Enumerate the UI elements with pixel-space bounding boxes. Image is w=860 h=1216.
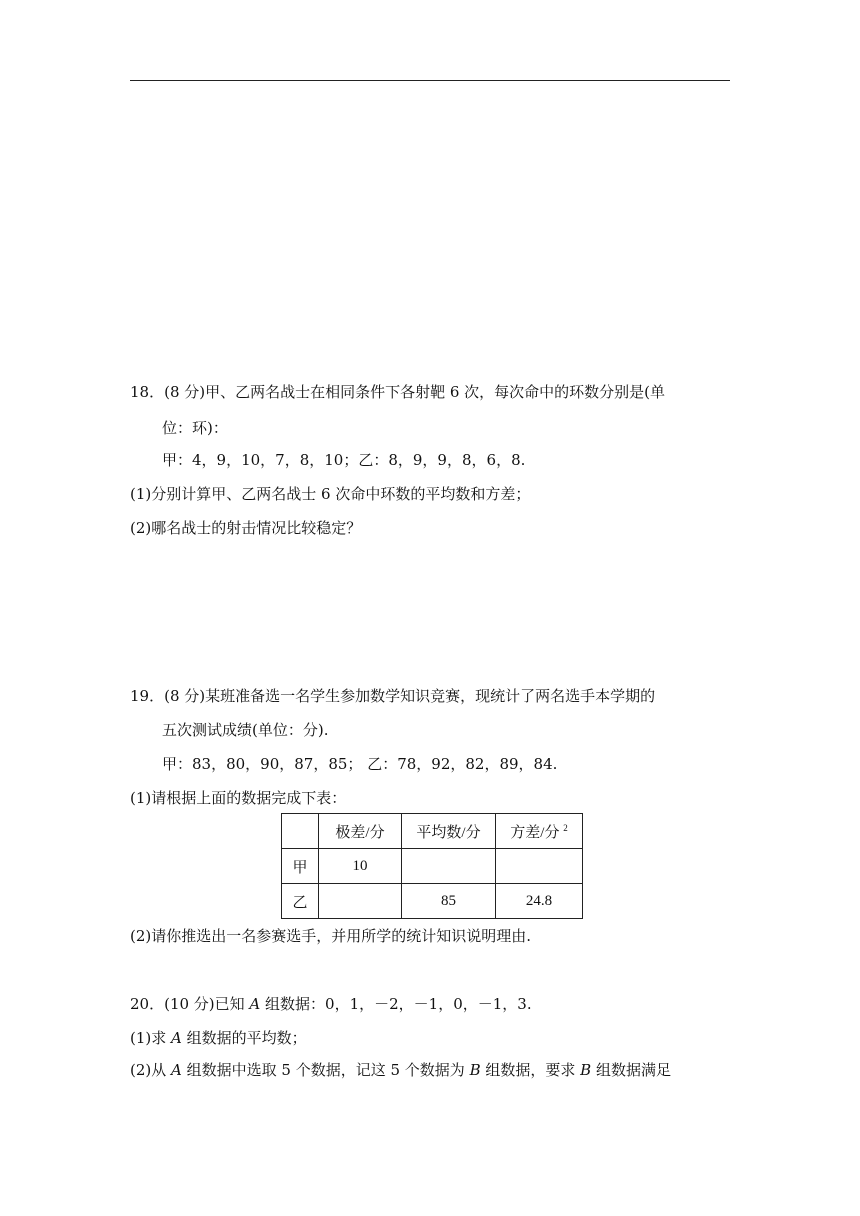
q19-data-line: 甲：83，80，90，87，85； 乙：78，92，82，89，84. — [162, 755, 558, 773]
q19-part1: (1)请根据上面的数据完成下表： — [130, 789, 347, 807]
table-header-cell-variance — [496, 814, 583, 849]
q20-part2-b: 组数据中选取 5 个数据，记这 5 个数据为 — [181, 1061, 470, 1079]
q19-stem-line1: 19．(8 分)某班准备选一名学生参加数学知识竞赛，现统计了两名选手本学期的 — [130, 687, 656, 705]
group-a-label: A — [249, 995, 261, 1013]
q20-stem — [130, 994, 532, 1014]
q18-stem-line1: 18．(8 分)甲、乙两名战士在相同条件下各射靶 6 次，每次命中的环数分别是(单 — [130, 383, 666, 401]
table-cell — [402, 849, 496, 884]
table-header-cell: 极差/分 — [319, 814, 402, 849]
group-b-label: B — [469, 1061, 481, 1079]
variance-header-label: 方差/分 — [510, 824, 560, 841]
table-cell: 10 — [319, 849, 402, 884]
table-cell: 甲 — [282, 849, 319, 884]
table-cell: 85 — [402, 884, 496, 919]
q20-part2-a: (2)从 — [130, 1061, 172, 1079]
group-b-label: B — [580, 1061, 592, 1079]
q19-part2: (2)请你推选出一名参赛选手，并用所学的统计知识说明理由. — [130, 927, 532, 945]
q19-stem-line2: 五次测试成绩(单位：分). — [162, 721, 329, 739]
group-a-label: A — [171, 1061, 182, 1079]
table-cell: 乙 — [282, 884, 319, 919]
q20-stem-post: 组数据：0，1，－2，－1，0，－1，3. — [260, 995, 532, 1013]
q18-data-line: 甲：4，9，10，7，8，10；乙：8，9，9，8，6，8. — [162, 451, 526, 469]
q20-part1-pre: (1)求 — [130, 1029, 172, 1047]
q20-part2 — [130, 1060, 671, 1080]
table-row — [282, 849, 583, 884]
q18-stem-line2: 位：环)： — [162, 419, 228, 437]
table-cell: 24.8 — [496, 884, 583, 919]
q20-part1-post: 组数据的平均数； — [181, 1029, 307, 1047]
table-header-cell — [282, 814, 319, 849]
q19-score-table — [281, 813, 583, 919]
q18-part1: (1)分别计算甲、乙两名战士 6 次命中环数的平均数和方差； — [130, 485, 531, 503]
q20-part2-c: 组数据，要求 — [480, 1061, 581, 1079]
table-cell — [319, 884, 402, 919]
table-row — [282, 884, 583, 919]
q20-stem-pre: 20．(10 分)已知 — [130, 995, 250, 1013]
table-header-row — [282, 814, 583, 849]
table-header-cell: 平均数/分 — [402, 814, 496, 849]
q18-part2: (2)哪名战士的射击情况比较稳定？ — [130, 519, 362, 537]
q20-part2-d: 组数据满足 — [591, 1061, 671, 1079]
group-a-label: A — [171, 1029, 182, 1047]
q20-part1 — [130, 1028, 307, 1048]
table-cell — [496, 849, 583, 884]
variance-header-exponent: 2 — [563, 822, 568, 833]
header-rule — [130, 80, 730, 81]
